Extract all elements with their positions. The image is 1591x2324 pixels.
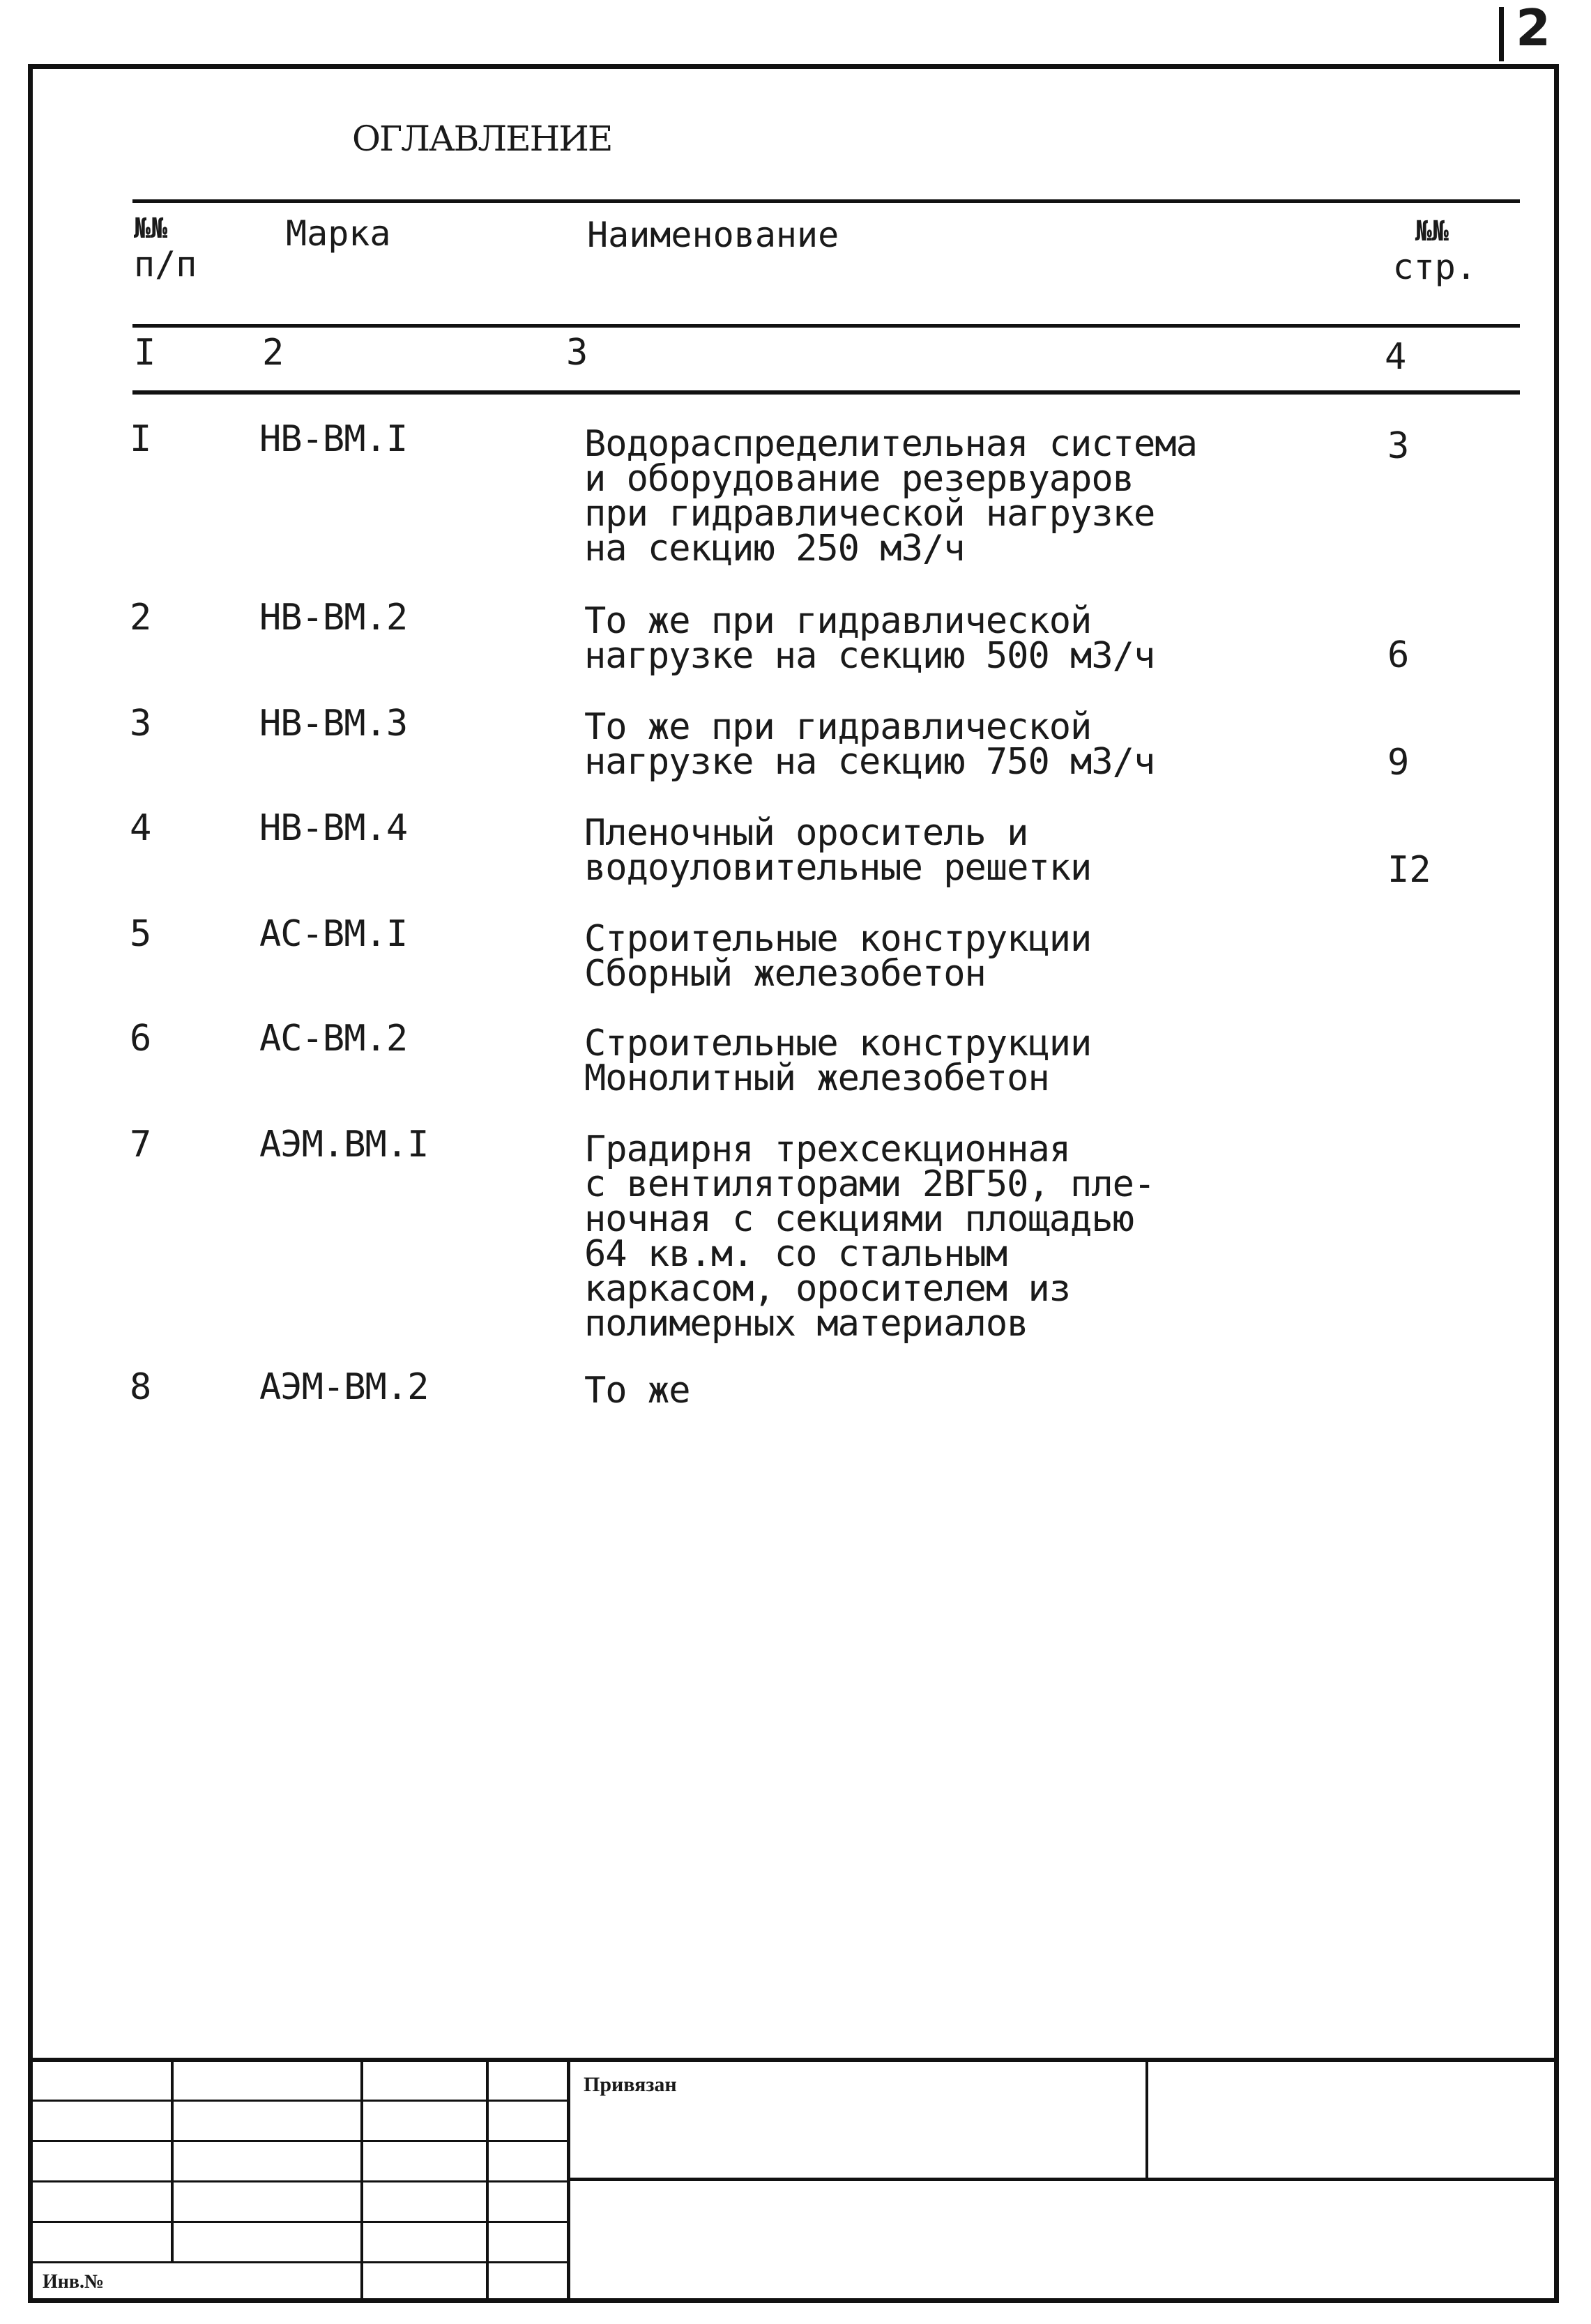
- row-name-line: и оборудование резервуаров: [584, 458, 1134, 500]
- row-name: [584, 423, 1281, 569]
- row-number: 7: [130, 1124, 152, 1165]
- row-name-line: То же: [584, 1370, 690, 1412]
- row-name: [584, 1129, 1281, 1345]
- stamp-grid-vline: [486, 2058, 489, 2298]
- row-name: [584, 706, 1281, 783]
- row-name-line: полимерных материалов: [584, 1303, 1028, 1345]
- column-number-1: I: [134, 332, 156, 374]
- row-name-line: с вентиляторами 2ВГ50, пле-: [584, 1163, 1155, 1205]
- stamp-grid-vline: [567, 2058, 570, 2298]
- row-name-line: при гидравлической нагрузке: [584, 493, 1155, 535]
- row-number: 6: [130, 1018, 152, 1060]
- header-bottom-rule: [132, 324, 1520, 328]
- sheet-number-box: [1499, 0, 1576, 63]
- row-number: I: [130, 418, 152, 460]
- header-name: Наименование: [587, 215, 839, 255]
- row-name-line: 64 кв.м. со стальным: [584, 1233, 1007, 1275]
- column-number-3: 3: [566, 332, 588, 374]
- stamp-top-line: [33, 2058, 1554, 2062]
- row-name: [584, 918, 1281, 995]
- row-name-line: каркасом, оросителем из: [584, 1268, 1071, 1310]
- header-page-line2: стр.: [1392, 247, 1477, 287]
- row-name-line: Сборный железобетон: [584, 953, 986, 995]
- row-name-line: нагрузке на секцию 500 м3/ч: [584, 635, 1155, 677]
- row-mark: НВ-ВМ.3: [259, 703, 408, 744]
- row-name-line: Пленочный ороситель и: [584, 812, 1028, 854]
- row-number: 3: [130, 703, 152, 744]
- stamp-right-vline: [1145, 2058, 1148, 2178]
- stamp-grid-vline: [360, 2058, 363, 2298]
- row-name-line: Строительные конструкции: [584, 918, 1092, 960]
- header-no: [134, 213, 197, 284]
- row-name-line: Строительные конструкции: [584, 1023, 1092, 1064]
- row-number: 8: [130, 1366, 152, 1408]
- row-page: 9: [1387, 742, 1410, 783]
- row-name-line: водоуловительные решетки: [584, 847, 1092, 889]
- header-no-line2: п/п: [134, 244, 197, 284]
- header-top-rule: [132, 199, 1520, 203]
- stamp-mid-line: [568, 2178, 1554, 2181]
- row-mark: АС-ВМ.2: [259, 1018, 408, 1060]
- header-no-line1: №№: [134, 213, 168, 245]
- sheet-number-bar: [1499, 7, 1504, 61]
- row-name-line: нагрузке на секцию 750 м3/ч: [584, 741, 1155, 783]
- row-mark: НВ-ВМ.4: [259, 807, 408, 849]
- linked-label: Привязан: [584, 2073, 677, 2096]
- column-number-2: 2: [262, 332, 284, 374]
- row-name: [584, 1370, 1281, 1412]
- row-mark: НВ-ВМ.2: [259, 597, 408, 639]
- row-name-line: Монолитный железобетон: [584, 1057, 1049, 1099]
- row-mark: АЭМ-ВМ.2: [259, 1366, 429, 1408]
- row-name-line: ночная с секциями площадью: [584, 1198, 1134, 1240]
- row-page: 3: [1387, 425, 1410, 467]
- row-page: 6: [1387, 634, 1410, 676]
- sheet-number: 2: [1516, 0, 1551, 57]
- row-number: 2: [130, 597, 152, 639]
- row-name-line: Водораспределительная система: [584, 423, 1197, 465]
- header-page: [1365, 216, 1477, 287]
- page-title: ОГЛАВЛЕНИЕ: [352, 119, 612, 159]
- inventory-number-label: Инв.№: [43, 2271, 105, 2293]
- row-number: 4: [130, 807, 152, 849]
- row-mark: АЭМ.ВМ.I: [259, 1124, 429, 1165]
- column-number-4: 4: [1385, 336, 1407, 378]
- title-block: [33, 2058, 1554, 2298]
- row-page: I2: [1387, 849, 1431, 891]
- row-name: [584, 1023, 1281, 1099]
- row-mark: НВ-ВМ.I: [259, 418, 408, 460]
- row-name-line: То же при гидравлической: [584, 600, 1092, 642]
- row-name-line: То же при гидравлической: [584, 706, 1092, 748]
- row-name: [584, 600, 1281, 677]
- row-name: [584, 812, 1281, 889]
- stamp-grid-vline: [171, 2058, 174, 2261]
- column-number-rule: [132, 390, 1520, 395]
- row-mark: АС-ВМ.I: [259, 913, 408, 955]
- row-name-line: на секцию 250 м3/ч: [584, 528, 965, 569]
- header-page-line1: №№: [1415, 215, 1449, 247]
- row-number: 5: [130, 913, 152, 955]
- header-mark: Марка: [286, 213, 391, 254]
- row-name-line: Градирня трехсекционная: [584, 1129, 1071, 1170]
